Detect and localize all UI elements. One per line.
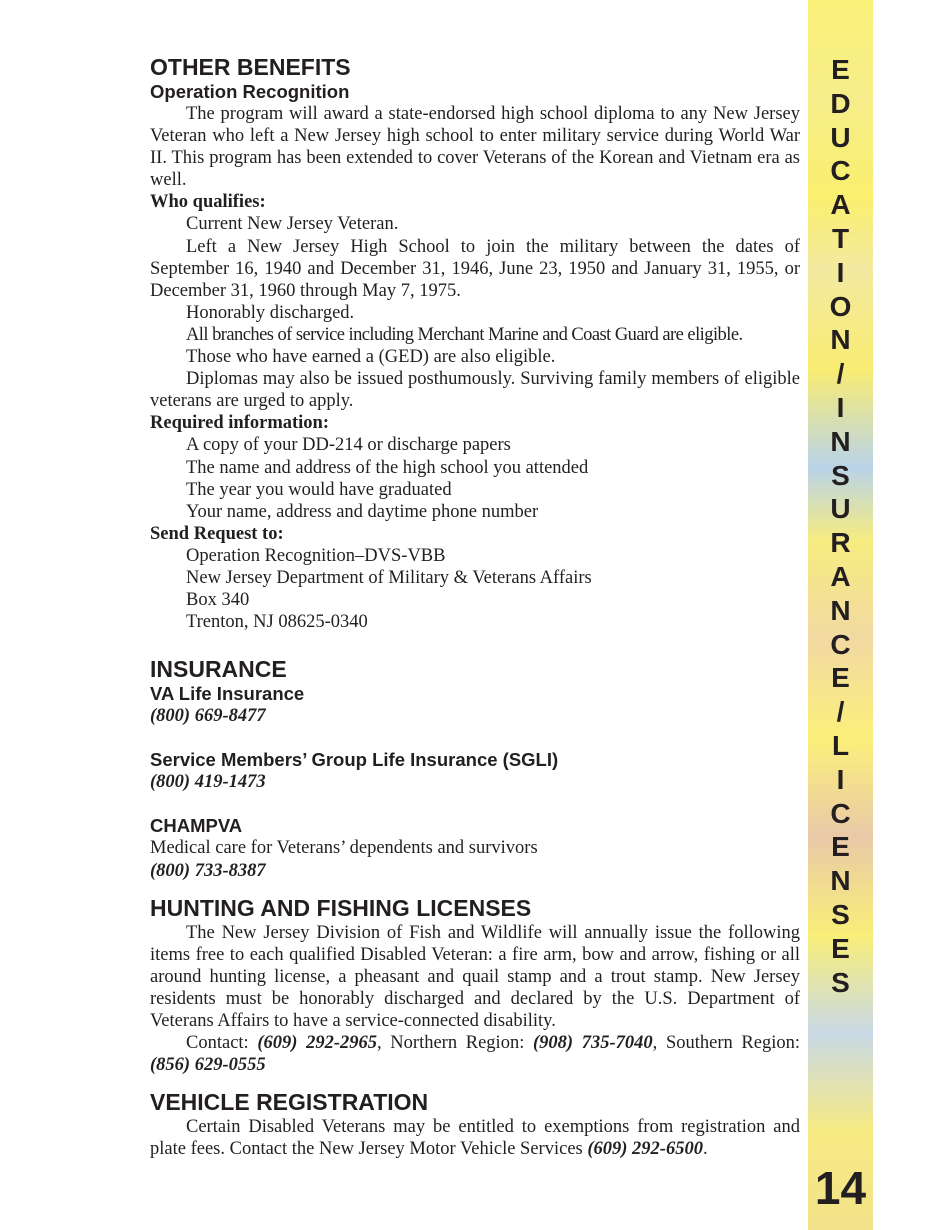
sidebar-letter: A bbox=[830, 560, 851, 592]
qualify-item: Left a New Jersey High School to join the military between the dates of September 16, 1940 and December 31, 1946, June 23, 1950 and January 31, 1955, or December 31, 1960 through May 7, 1975. bbox=[150, 236, 800, 301]
sidebar-letter: N bbox=[830, 865, 851, 897]
insurance-heading: INSURANCE bbox=[150, 656, 287, 683]
contact-label: Contact: bbox=[186, 1033, 258, 1054]
sidebar-letter: / bbox=[836, 358, 845, 390]
sidebar-letter: N bbox=[830, 594, 851, 626]
sidebar-letter: U bbox=[830, 121, 851, 153]
sidebar-letter: C bbox=[830, 628, 851, 660]
qualify-item: Those who have earned a (GED) are also eligible. bbox=[186, 347, 556, 368]
champva-description: Medical care for Veterans’ dependents and survivors bbox=[150, 838, 538, 859]
sidebar-letter: E bbox=[831, 932, 850, 964]
sidebar-letter: I bbox=[836, 256, 845, 288]
sidebar-letter: T bbox=[831, 222, 850, 254]
sidebar-letter: C bbox=[830, 155, 851, 187]
vehicle-registration-section bbox=[150, 1088, 800, 1160]
vehicle-registration-heading: VEHICLE REGISTRATION bbox=[150, 1089, 429, 1116]
hunting-body: The New Jersey Division of Fish and Wildlife will annually issue the following items free to each qualified Disabled Veteran: a fire arm, bow and arrow, fishing or all around hunting license, a pheasant and quail stamp and a trout stamp. New Jersey residents must be honorably discharged and declared by the U.S. Department of Veterans Affairs to have a service-connected disability. bbox=[150, 922, 800, 1031]
sidebar-letter: E bbox=[831, 54, 850, 85]
vehicle-end: . bbox=[702, 1139, 708, 1160]
sidebar-letter: E bbox=[831, 662, 850, 694]
sidebar-letter: D bbox=[830, 87, 851, 119]
page-content bbox=[150, 53, 800, 1160]
required-item: The year you would have graduated bbox=[186, 479, 452, 500]
sidebar-letter: L bbox=[831, 729, 850, 761]
hunting-fishing-section bbox=[150, 894, 800, 1077]
hunting-contact bbox=[150, 1032, 800, 1076]
sidebar-letter: R bbox=[830, 527, 851, 559]
sidebar-letter: E bbox=[831, 831, 850, 863]
qualify-item: All branches of service including Merchant Marine and Coast Guard are eligible. bbox=[186, 324, 743, 345]
northern-region-label: , Northern Region: bbox=[377, 1033, 534, 1054]
sidebar-letter: U bbox=[830, 493, 851, 525]
champva-phone: (800) 733-8387 bbox=[150, 860, 266, 881]
qualify-item: Diplomas may also be issued posthumously. Surviving family members of eligible veterans are urged to apply. bbox=[150, 369, 800, 412]
send-request-label: Send Request to: bbox=[150, 523, 284, 544]
insurance-section bbox=[150, 655, 800, 881]
address-line: Operation Recognition–DVS-VBB bbox=[186, 545, 446, 566]
page-number: 14 bbox=[814, 1162, 867, 1214]
sidebar-letter: O bbox=[829, 290, 852, 322]
required-information-label: Required information: bbox=[150, 413, 330, 434]
sidebar-letter: N bbox=[830, 324, 851, 356]
sidebar-letter: C bbox=[830, 797, 851, 829]
southern-region-label: , Southern Region: bbox=[652, 1033, 801, 1054]
address-line: Box 340 bbox=[186, 590, 250, 611]
vehicle-body bbox=[150, 1116, 800, 1160]
section-tab-sidebar bbox=[808, 0, 873, 1230]
va-life-insurance-heading: VA Life Insurance bbox=[150, 683, 305, 705]
sidebar-letter: / bbox=[836, 696, 845, 728]
qualify-item: Honorably discharged. bbox=[186, 302, 355, 323]
southern-region-phone: (856) 629-0555 bbox=[150, 1055, 266, 1076]
other-benefits-section bbox=[150, 53, 800, 633]
sidebar-letter: S bbox=[831, 966, 850, 998]
who-qualifies-label: Who qualifies: bbox=[150, 192, 266, 213]
operation-recognition-heading: Operation Recognition bbox=[150, 81, 350, 102]
address-line: Trenton, NJ 08625-0340 bbox=[186, 612, 368, 633]
vehicle-phone: (609) 292-6500 bbox=[587, 1139, 703, 1160]
vehicle-text: Certain Disabled Veterans may be entitled to exemptions from registration and plate fees. Contact the New Jersey Motor Vehicle Services bbox=[150, 1117, 800, 1160]
qualify-item: Current New Jersey Veteran. bbox=[186, 214, 399, 235]
northern-region-phone: (908) 735-7040 bbox=[533, 1033, 653, 1054]
sidebar-letter: I bbox=[836, 763, 845, 795]
sgli-phone: (800) 419-1473 bbox=[150, 772, 266, 793]
contact-phone: (609) 292-2965 bbox=[257, 1033, 378, 1054]
address-line: New Jersey Department of Military & Veterans Affairs bbox=[186, 567, 592, 588]
other-benefits-heading: OTHER BENEFITS bbox=[150, 54, 351, 80]
champva-heading: CHAMPVA bbox=[150, 815, 243, 837]
hunting-fishing-heading: HUNTING AND FISHING LICENSES bbox=[150, 894, 532, 921]
sidebar-letter: N bbox=[830, 425, 851, 457]
sidebar-letter: I bbox=[836, 391, 845, 423]
required-item: A copy of your DD-214 or discharge papers bbox=[186, 435, 511, 456]
va-life-phone: (800) 669-8477 bbox=[150, 706, 266, 727]
required-item: Your name, address and daytime phone number bbox=[186, 501, 539, 522]
sgli-heading: Service Members’ Group Life Insurance (SGLI) bbox=[150, 749, 559, 771]
sidebar-letter: S bbox=[831, 898, 850, 930]
sidebar-letter: S bbox=[831, 459, 850, 491]
sidebar-vertical-title bbox=[808, 53, 873, 999]
sidebar-letter: A bbox=[830, 189, 851, 221]
operation-recognition-intro: The program will award a state-endorsed high school diploma to any New Jersey Veteran who left a New Jersey high school to enter military service during World War II. This program has been extended to cover Veterans of the Korean and Vietnam era as well. bbox=[150, 104, 800, 191]
required-item: The name and address of the high school you attended bbox=[186, 457, 589, 478]
